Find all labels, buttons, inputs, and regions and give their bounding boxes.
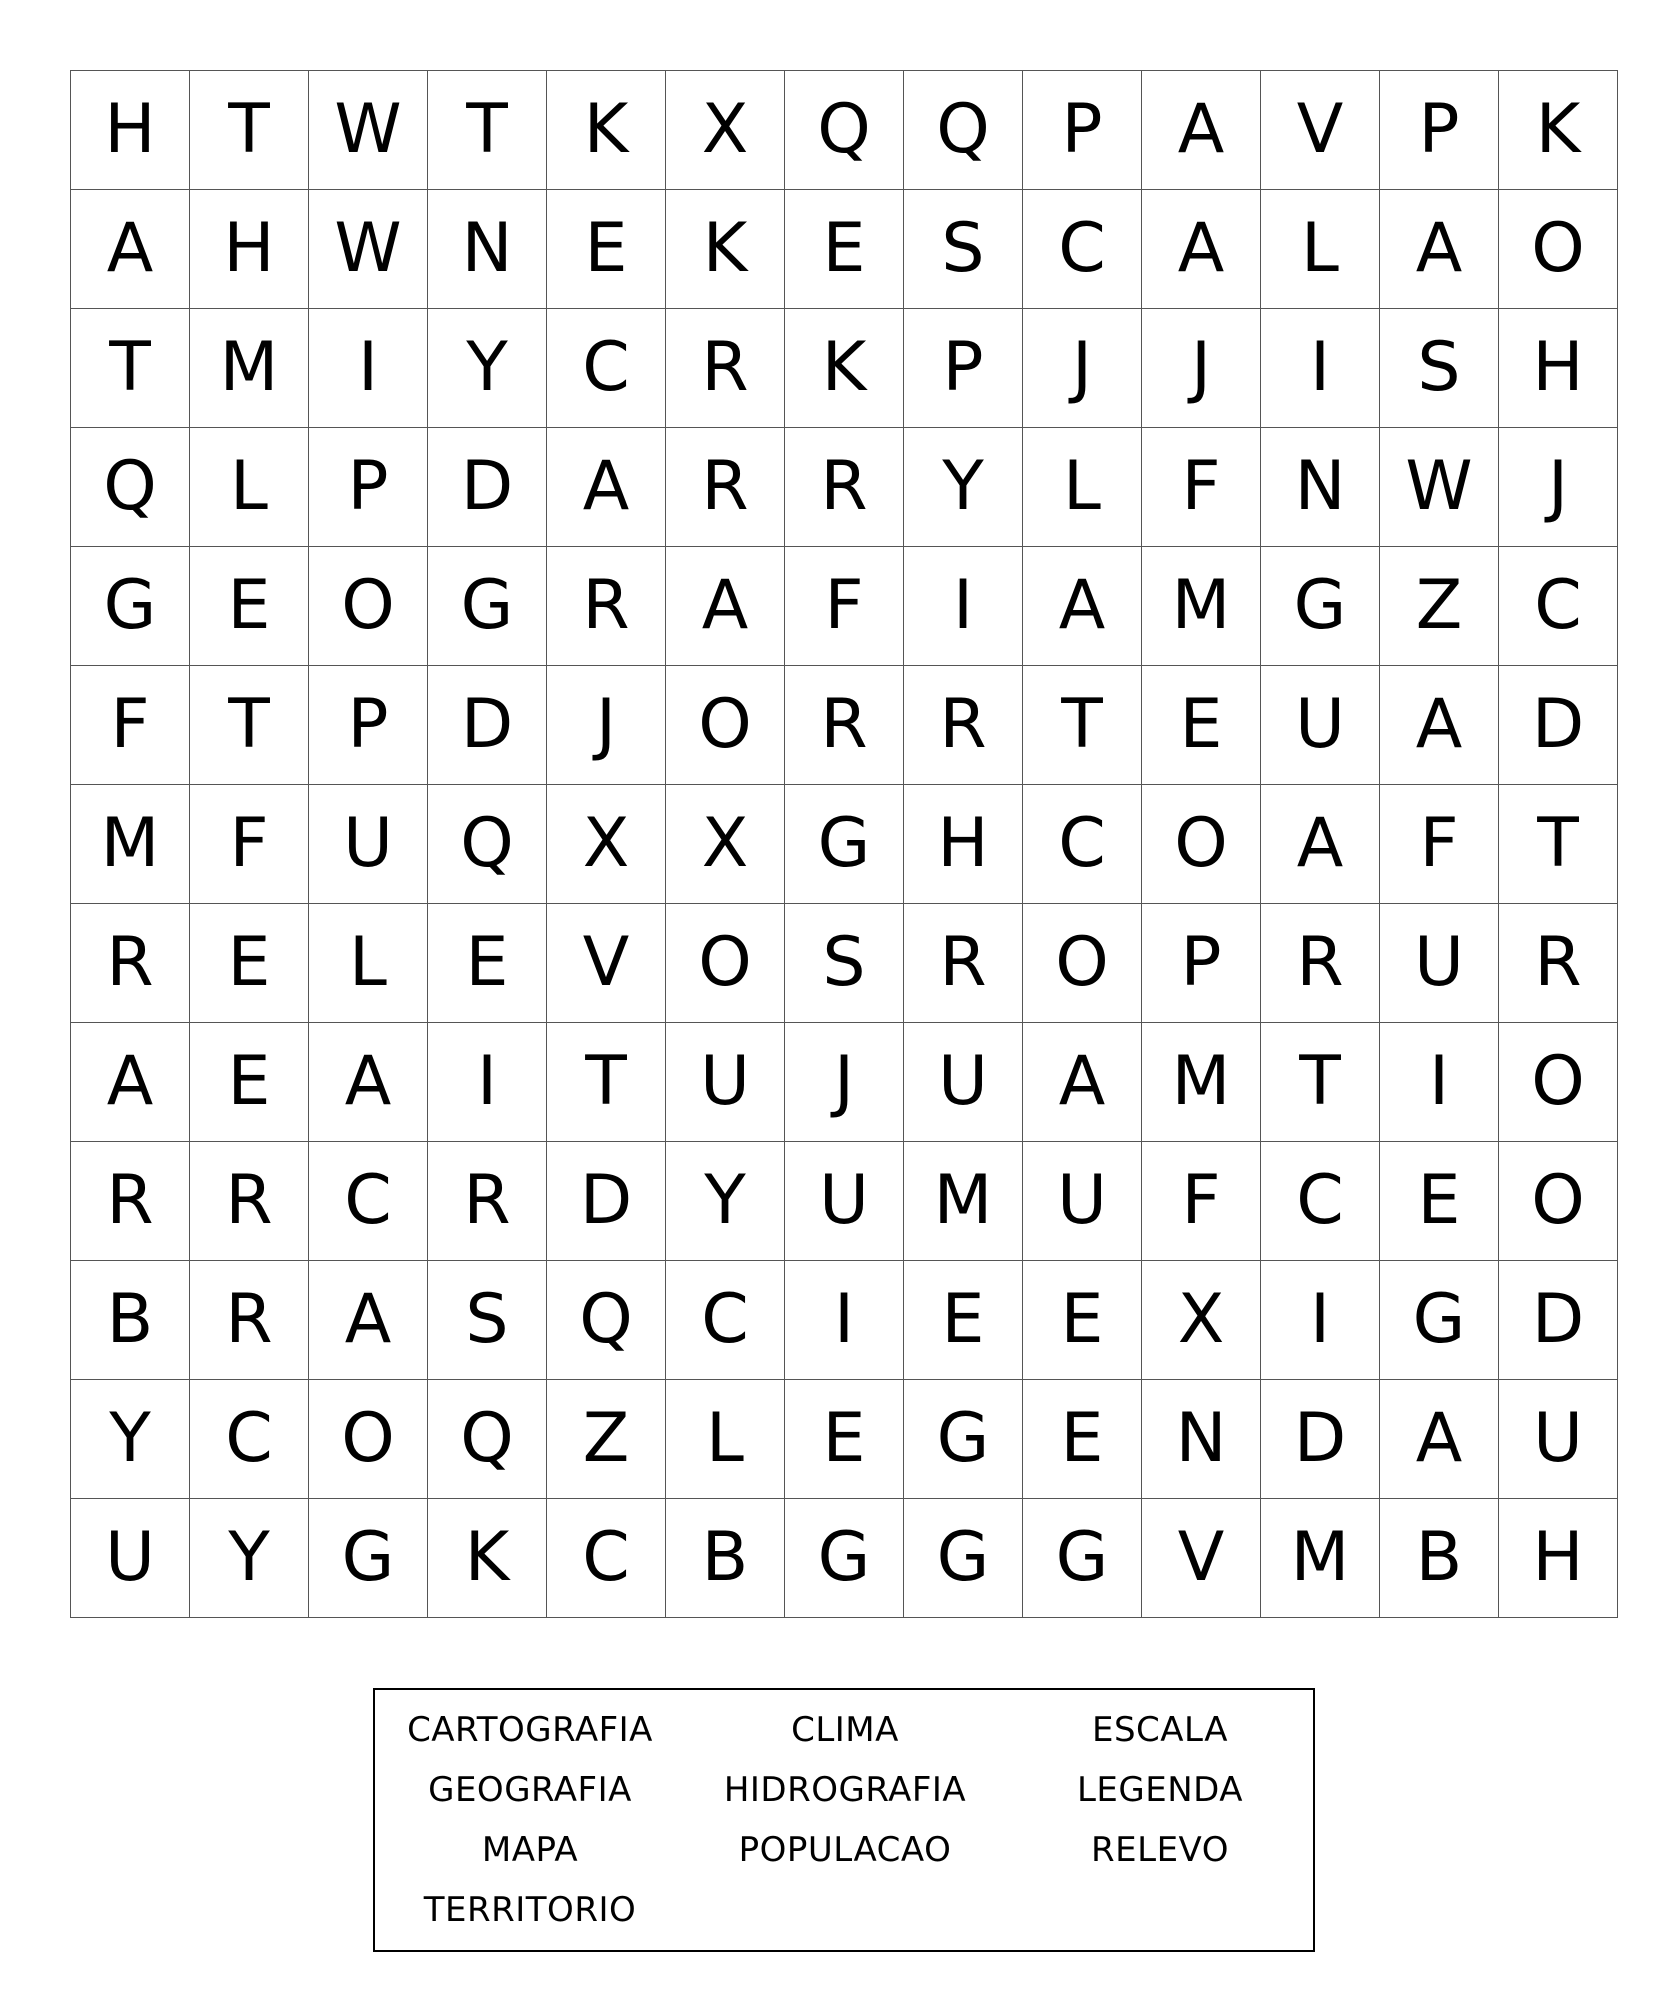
grid-cell[interactable]: E <box>1142 666 1261 785</box>
grid-cell[interactable]: O <box>309 547 428 666</box>
grid-cell[interactable]: Y <box>904 428 1023 547</box>
grid-cell[interactable]: R <box>666 428 785 547</box>
grid-cell[interactable]: K <box>666 190 785 309</box>
grid-cell[interactable]: R <box>904 666 1023 785</box>
grid-cell[interactable]: O <box>1499 190 1618 309</box>
grid-cell[interactable]: W <box>309 71 428 190</box>
grid-cell[interactable]: U <box>309 785 428 904</box>
grid-cell[interactable]: I <box>1261 309 1380 428</box>
grid-cell[interactable]: Z <box>547 1380 666 1499</box>
word-list-item: ESCALA <box>1091 1710 1229 1750</box>
grid-cell[interactable]: I <box>428 1023 547 1142</box>
grid-cell[interactable]: E <box>1023 1261 1142 1380</box>
grid-cell[interactable]: O <box>1142 785 1261 904</box>
grid-cell[interactable]: F <box>1142 428 1261 547</box>
grid-cell[interactable]: T <box>190 71 309 190</box>
grid-cell[interactable]: S <box>428 1261 547 1380</box>
grid-cell[interactable]: R <box>904 904 1023 1023</box>
grid-cell[interactable]: P <box>1023 71 1142 190</box>
grid-cell[interactable]: R <box>190 1142 309 1261</box>
grid-cell[interactable]: E <box>190 904 309 1023</box>
grid-cell[interactable]: P <box>904 309 1023 428</box>
grid-cell[interactable]: A <box>71 190 190 309</box>
grid-cell[interactable]: Y <box>190 1499 309 1618</box>
grid-cell[interactable]: A <box>1261 785 1380 904</box>
grid-cell[interactable]: O <box>1023 904 1142 1023</box>
grid-cell[interactable]: G <box>428 547 547 666</box>
grid-cell[interactable]: R <box>428 1142 547 1261</box>
grid-cell[interactable]: A <box>666 547 785 666</box>
grid-cell[interactable]: A <box>309 1261 428 1380</box>
grid-cell[interactable]: Q <box>904 71 1023 190</box>
grid-cell[interactable]: S <box>785 904 904 1023</box>
grid-cell[interactable]: O <box>1499 1023 1618 1142</box>
grid-cell[interactable]: A <box>309 1023 428 1142</box>
grid-cell[interactable]: T <box>428 71 547 190</box>
grid-cell[interactable]: P <box>309 428 428 547</box>
grid-cell[interactable]: I <box>1380 1023 1499 1142</box>
grid-cell[interactable]: T <box>1261 1023 1380 1142</box>
letter-grid <box>70 70 1618 1618</box>
grid-cell[interactable]: C <box>547 309 666 428</box>
grid-cell[interactable]: C <box>1023 190 1142 309</box>
grid-cell[interactable]: F <box>1142 1142 1261 1261</box>
grid-cell[interactable]: E <box>190 1023 309 1142</box>
grid-cell[interactable]: W <box>309 190 428 309</box>
grid-cell[interactable]: U <box>1499 1380 1618 1499</box>
grid-cell[interactable]: Z <box>1380 547 1499 666</box>
grid-cell[interactable]: C <box>666 1261 785 1380</box>
word-list-item: POPULACAO <box>738 1830 952 1870</box>
grid-cell[interactable]: C <box>1261 1142 1380 1261</box>
grid-cell[interactable]: B <box>1380 1499 1499 1618</box>
grid-cell[interactable]: A <box>1023 1023 1142 1142</box>
grid-cell[interactable]: J <box>1142 309 1261 428</box>
grid-cell[interactable]: I <box>1261 1261 1380 1380</box>
grid-cell[interactable]: O <box>1499 1142 1618 1261</box>
grid-cell[interactable]: M <box>190 309 309 428</box>
grid-cell[interactable]: D <box>1261 1380 1380 1499</box>
grid-cell[interactable]: U <box>1380 904 1499 1023</box>
grid-cell[interactable]: G <box>71 547 190 666</box>
word-list-item: RELEVO <box>1091 1830 1229 1870</box>
grid-cell[interactable]: C <box>1499 547 1618 666</box>
grid-cell[interactable]: R <box>785 666 904 785</box>
grid-cell[interactable]: N <box>1261 428 1380 547</box>
grid-cell[interactable]: U <box>666 1023 785 1142</box>
grid-cell[interactable]: E <box>785 1380 904 1499</box>
grid-cell[interactable]: E <box>428 904 547 1023</box>
grid-cell[interactable]: D <box>428 666 547 785</box>
grid-cell[interactable]: H <box>1499 1499 1618 1618</box>
word-list-item: LEGENDA <box>1076 1770 1244 1810</box>
grid-cell[interactable]: L <box>1023 428 1142 547</box>
grid-cell[interactable]: G <box>1380 1261 1499 1380</box>
grid-cell[interactable]: W <box>1380 428 1499 547</box>
grid-cell[interactable]: R <box>1261 904 1380 1023</box>
grid-cell[interactable]: L <box>666 1380 785 1499</box>
grid-cell[interactable]: D <box>1499 1261 1618 1380</box>
grid-cell[interactable]: K <box>428 1499 547 1618</box>
word-list-item: CLIMA <box>791 1710 899 1750</box>
grid-cell[interactable]: X <box>666 785 785 904</box>
grid-cell[interactable]: U <box>1261 666 1380 785</box>
grid-cell[interactable]: M <box>904 1142 1023 1261</box>
word-list <box>373 1688 1315 1952</box>
grid-cell[interactable]: V <box>1261 71 1380 190</box>
grid-cell[interactable]: K <box>547 71 666 190</box>
grid-cell[interactable]: D <box>547 1142 666 1261</box>
grid-cell[interactable]: H <box>190 190 309 309</box>
grid-cell[interactable]: B <box>666 1499 785 1618</box>
grid-cell[interactable]: J <box>785 1023 904 1142</box>
grid-cell[interactable]: F <box>1380 785 1499 904</box>
grid-cell[interactable]: E <box>785 190 904 309</box>
grid-cell[interactable]: J <box>1023 309 1142 428</box>
grid-cell[interactable]: C <box>309 1142 428 1261</box>
grid-cell[interactable]: D <box>428 428 547 547</box>
grid-cell[interactable]: T <box>1023 666 1142 785</box>
grid-cell[interactable]: I <box>904 547 1023 666</box>
grid-cell[interactable]: M <box>71 785 190 904</box>
grid-cell[interactable]: G <box>785 1499 904 1618</box>
grid-cell[interactable]: G <box>1023 1499 1142 1618</box>
grid-cell[interactable]: Y <box>71 1380 190 1499</box>
grid-cell[interactable]: R <box>190 1261 309 1380</box>
grid-cell[interactable]: N <box>428 190 547 309</box>
grid-cell[interactable]: G <box>904 1499 1023 1618</box>
grid-cell[interactable]: O <box>309 1380 428 1499</box>
grid-cell[interactable]: A <box>1380 666 1499 785</box>
grid-cell[interactable]: V <box>547 904 666 1023</box>
grid-cell[interactable]: C <box>547 1499 666 1618</box>
grid-cell[interactable]: K <box>1499 71 1618 190</box>
grid-cell[interactable]: X <box>666 71 785 190</box>
grid-cell[interactable]: X <box>1142 1261 1261 1380</box>
grid-cell[interactable]: F <box>71 666 190 785</box>
grid-cell[interactable]: A <box>1023 547 1142 666</box>
grid-cell[interactable]: K <box>785 309 904 428</box>
grid-cell[interactable]: P <box>309 666 428 785</box>
grid-cell[interactable]: C <box>190 1380 309 1499</box>
grid-cell[interactable]: N <box>1142 1380 1261 1499</box>
grid-cell[interactable]: Y <box>666 1142 785 1261</box>
grid-cell[interactable]: D <box>1499 666 1618 785</box>
grid-cell[interactable]: G <box>1261 547 1380 666</box>
word-list-item: HIDROGRAFIA <box>723 1770 967 1810</box>
grid-cell[interactable]: J <box>547 666 666 785</box>
grid-cell[interactable]: U <box>785 1142 904 1261</box>
grid-cell[interactable]: Q <box>547 1261 666 1380</box>
grid-cell[interactable]: U <box>904 1023 1023 1142</box>
grid-cell[interactable]: Q <box>71 428 190 547</box>
grid-cell[interactable]: H <box>1499 309 1618 428</box>
grid-cell[interactable]: T <box>1499 785 1618 904</box>
word-list-item: GEOGRAFIA <box>428 1770 632 1810</box>
grid-cell[interactable]: I <box>309 309 428 428</box>
word-list-item: TERRITORIO <box>423 1890 637 1930</box>
grid-cell[interactable]: E <box>190 547 309 666</box>
grid-cell[interactable]: J <box>1499 428 1618 547</box>
grid-cell[interactable]: H <box>904 785 1023 904</box>
grid-cell[interactable]: R <box>666 309 785 428</box>
grid-cell[interactable]: R <box>785 428 904 547</box>
grid-cell[interactable]: M <box>1142 547 1261 666</box>
word-list-item: MAPA <box>481 1830 579 1870</box>
grid-cell[interactable]: T <box>547 1023 666 1142</box>
grid-cell[interactable]: G <box>309 1499 428 1618</box>
grid-cell[interactable]: L <box>309 904 428 1023</box>
grid-cell[interactable]: L <box>190 428 309 547</box>
grid-cell[interactable]: H <box>71 71 190 190</box>
grid-cell[interactable]: P <box>1142 904 1261 1023</box>
grid-cell[interactable]: E <box>1023 1380 1142 1499</box>
grid-cell[interactable]: S <box>904 190 1023 309</box>
grid-cell[interactable]: S <box>1380 309 1499 428</box>
grid-cell[interactable]: U <box>1023 1142 1142 1261</box>
grid-cell[interactable]: A <box>1380 190 1499 309</box>
grid-cell[interactable]: A <box>1142 190 1261 309</box>
grid-cell[interactable]: C <box>1023 785 1142 904</box>
grid-cell[interactable]: R <box>71 904 190 1023</box>
grid-cell[interactable]: Y <box>428 309 547 428</box>
grid-cell[interactable]: I <box>785 1261 904 1380</box>
grid-cell[interactable]: M <box>1142 1023 1261 1142</box>
grid-cell[interactable]: T <box>71 309 190 428</box>
grid-cell[interactable]: V <box>1142 1499 1261 1618</box>
grid-cell[interactable]: G <box>904 1380 1023 1499</box>
grid-cell[interactable]: F <box>190 785 309 904</box>
grid-cell[interactable]: G <box>785 785 904 904</box>
grid-cell[interactable]: Q <box>428 1380 547 1499</box>
grid-cell[interactable]: E <box>547 190 666 309</box>
grid-cell[interactable]: E <box>904 1261 1023 1380</box>
grid-cell[interactable]: L <box>1261 190 1380 309</box>
grid-cell[interactable]: R <box>71 1142 190 1261</box>
grid-cell[interactable]: A <box>547 428 666 547</box>
grid-cell[interactable]: Q <box>785 71 904 190</box>
grid-cell[interactable]: R <box>547 547 666 666</box>
grid-cell[interactable]: F <box>785 547 904 666</box>
grid-cell[interactable]: P <box>1380 71 1499 190</box>
grid-cell[interactable]: A <box>1142 71 1261 190</box>
grid-cell[interactable]: O <box>666 666 785 785</box>
word-list-item: CARTOGRAFIA <box>407 1710 653 1750</box>
grid-cell[interactable]: U <box>71 1499 190 1618</box>
grid-cell[interactable]: O <box>666 904 785 1023</box>
grid-cell[interactable]: Q <box>428 785 547 904</box>
grid-cell[interactable]: E <box>1380 1142 1499 1261</box>
grid-cell[interactable]: A <box>71 1023 190 1142</box>
grid-cell[interactable]: R <box>1499 904 1618 1023</box>
grid-cell[interactable]: X <box>547 785 666 904</box>
grid-cell[interactable]: T <box>190 666 309 785</box>
grid-cell[interactable]: A <box>1380 1380 1499 1499</box>
grid-cell[interactable]: B <box>71 1261 190 1380</box>
grid-cell[interactable]: M <box>1261 1499 1380 1618</box>
